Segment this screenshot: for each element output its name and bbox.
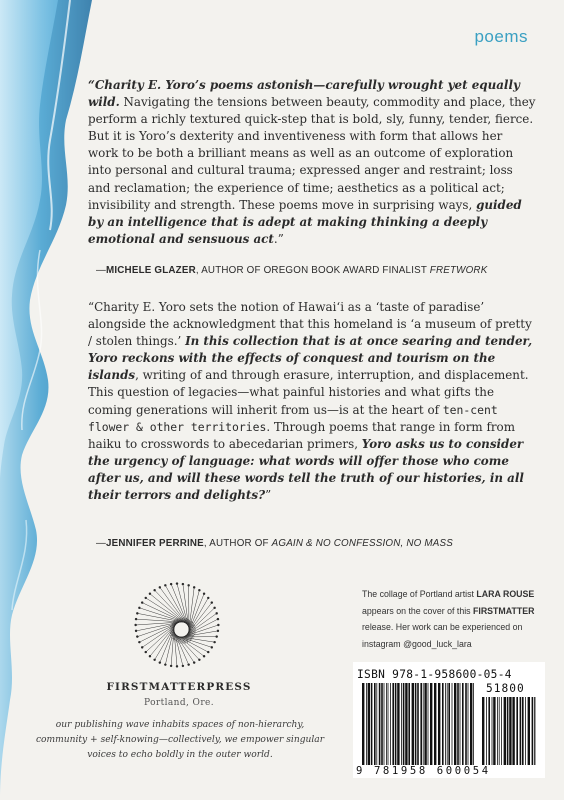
publisher-name: FIRSTMATTERPRESS <box>106 681 252 693</box>
barcode-main-icon <box>362 683 474 765</box>
isbn-number: ISBN 978-1-958600-05-4 <box>357 668 512 681</box>
attribution-name: MICHELE GLAZER <box>106 265 196 276</box>
blurb-perrine-body-1: “Charity E. Yoro sets the notion of Hawaiʻi as a ‘taste of paradise’ alongside the acknowledgment that this homeland is ‘a museum of pretty / stolen things.’ <box>88 300 532 349</box>
barcode-addon-icon <box>482 697 536 765</box>
credit-press: FIRSTMATTER <box>473 605 535 616</box>
credit-artist: LARA ROUSE <box>476 589 535 599</box>
genre-label: poems <box>474 27 528 46</box>
price-code: 51800 <box>486 682 525 695</box>
book-title-mono: ten-cent flower & other territories <box>88 402 498 434</box>
blurb-glazer-intro: “Charity E. Yoro’s poems astonish—carefully wrought yet equally wild. <box>88 78 520 110</box>
credit-text: release. Her work can be experienced on instagram @good_luck_lara <box>362 622 523 649</box>
blurb-perrine-body-2: , writing of and through erasure, interruption, and displacement. This question of legacies—what painful histories and what gifts the coming generations will inherit from us—is at the heart of <box>88 368 529 417</box>
attribution-perrine <box>96 538 453 549</box>
blurb-glazer-end: .” <box>273 231 284 246</box>
blurb-perrine <box>88 299 536 504</box>
publisher-logo-icon <box>130 578 224 672</box>
publisher-city: Portland, Ore. <box>143 698 215 708</box>
ean-number: 9 781958 600054 <box>356 765 491 777</box>
credit-text: The collage of Portland artist <box>362 589 477 599</box>
blurb-glazer-emphasis: guided by an intelligence that is adept at making thinking a deeply emotional and sensuous act <box>88 197 522 246</box>
attribution-book-title: FRETWORK <box>429 265 488 276</box>
publisher-mission: our publishing wave inhabits spaces of non-hierarchy, community + self-knowing—collectively, we empower singular voices to echo boldly in the outer world. <box>35 720 325 760</box>
blurb-glazer <box>88 77 536 248</box>
attribution-role: , AUTHOR OF <box>203 538 272 549</box>
attribution-dash: — <box>96 265 106 276</box>
blurb-perrine-emphasis-1: In this collection that is at once searing and tender, Yoro reckons with the effects of conquest and tourism on the islands <box>88 334 533 383</box>
blurb-perrine-end: ” <box>265 488 272 503</box>
attribution-dash: — <box>96 538 106 549</box>
blurb-glazer-body: Navigating the tensions between beauty, commodity and place, they perform a richly textured quick-step that is bold, sly, funny, tender, fierce. But it is Yoro’s dexterity and inventiveness with form that allows her work to be both a brilliant means as well as an outcome of exploration into personal and cultural trauma; expressed anger and restraint; loss and reclamation; the experience of time; aesthetics as a political act; invisibility and strength. These poems move in surprising ways, <box>88 95 536 212</box>
cover-art-credit <box>362 586 542 652</box>
credit-text: appears on the cover of this <box>362 605 474 616</box>
blurb-perrine-body-3: . Through poems that range in form from haiku to crosswords to abecedarian primers, <box>88 419 515 451</box>
attribution-role: , AUTHOR OF OREGON BOOK AWARD FINALIST <box>195 265 430 276</box>
attribution-name: JENNIFER PERRINE <box>106 538 204 549</box>
attribution-glazer <box>96 265 487 276</box>
blurb-perrine-emphasis-2: Yoro asks us to consider the urgency of language: what words will offer those who come after us, and will these words tell the truth of our histories, in all their terrors and delights? <box>88 436 524 503</box>
attribution-book-title: AGAIN & NO CONFESSION, NO MASS <box>271 538 453 549</box>
